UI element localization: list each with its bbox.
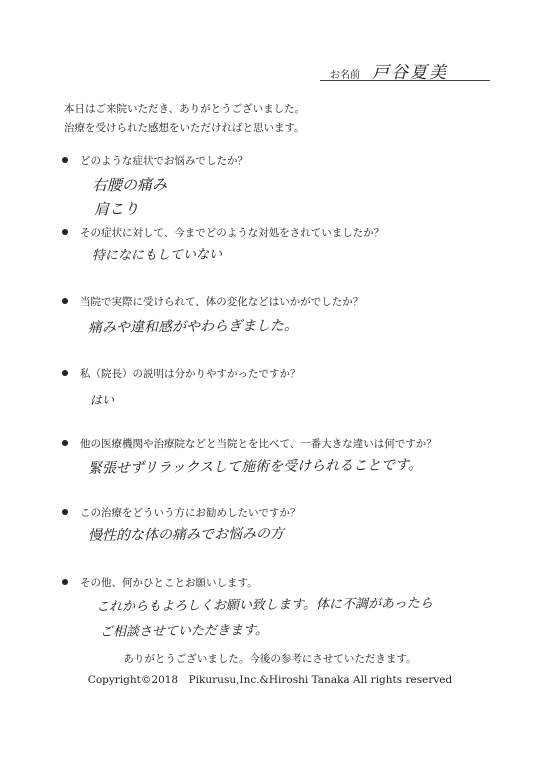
answer-7-line-1: これからもよろしくお願い致します。体に不調があったら	[95, 596, 433, 615]
bullet-icon	[62, 157, 68, 163]
question-5	[62, 436, 437, 451]
question-6-text: この治療をどういう方にお勧めしたいですか？	[80, 507, 301, 519]
copyright-text: Copyright©2018 Pikurusu,Inc.&Hiroshi Tanaka All rights reserved	[87, 674, 453, 686]
question-1-text: どのような症状でお悩みでしたか？	[80, 155, 248, 167]
question-5-text: 他の医療機関や治療院などと当院とを比べて、一番大きな違いは何ですか？	[80, 438, 437, 450]
bullet-icon	[62, 509, 68, 515]
answer-1-line-1: 右腰の痛み	[91, 175, 168, 195]
bullet-icon	[62, 440, 68, 446]
name-label: お名前	[330, 70, 360, 81]
answer-2-line-1: 特になにもしていない	[91, 247, 223, 264]
name-underline	[320, 80, 490, 81]
question-7-text: その他、何かひとことお願いします。	[80, 577, 258, 589]
bullet-icon	[62, 229, 68, 235]
question-3-text: 当院で実際に受けられて、体の変化などはいかがでしたか？	[80, 296, 364, 308]
intro-text	[64, 100, 305, 138]
question-2-text: その症状に対して、今までどのような対処をされていましたか？	[80, 227, 385, 239]
question-6	[62, 505, 301, 520]
name-field	[320, 60, 490, 82]
answer-4-line-1: はい	[89, 392, 115, 408]
intro-line-1: 本日はご来院いただき、ありがとうございました。	[64, 103, 306, 115]
name-value: 戸谷夏美	[372, 63, 448, 83]
bullet-icon	[62, 298, 68, 304]
question-4-text: 私（院長）の説明は分かりやすかったですか？	[80, 368, 301, 380]
question-3	[62, 294, 363, 309]
answer-5-line-1: 緊張せずリラックスして施術を受けられることです。	[87, 457, 422, 477]
answer-7-line-2: ご相談させていただきます。	[99, 623, 269, 640]
thanks-text: ありがとうございました。今後の参考にさせていただきます。	[123, 653, 417, 665]
question-2	[62, 225, 384, 240]
bullet-icon	[62, 579, 68, 585]
question-7	[62, 575, 258, 590]
answer-3-line-1: 痛みや違和感がやわらぎました。	[87, 317, 299, 337]
question-1	[62, 153, 248, 168]
answer-1-line-2: 肩こり	[93, 199, 140, 219]
answer-6-line-1: 慢性的な体の痛みでお悩みの方	[87, 525, 285, 545]
intro-line-2: 治療を受けられた感想をいただければと思います。	[64, 122, 305, 134]
bullet-icon	[62, 370, 68, 376]
question-4	[62, 366, 301, 381]
